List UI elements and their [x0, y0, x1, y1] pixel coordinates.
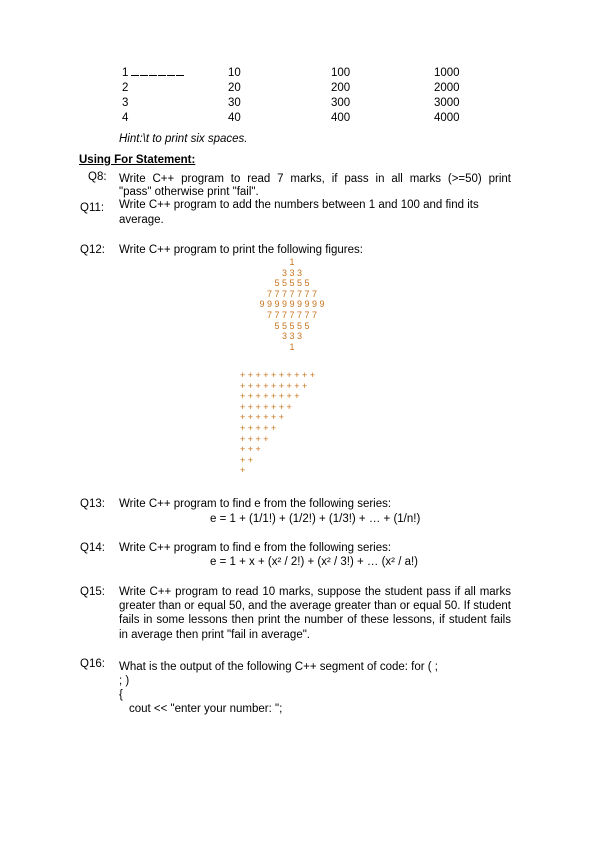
underscore-marks: [131, 67, 185, 79]
hint-text: Hint:\t to print six spaces.: [119, 133, 248, 145]
diamond-row: 5 5 5 5 5: [274, 278, 310, 289]
code-line: cout << "enter your number: ";: [129, 703, 283, 715]
series-formula: e = 1 + x + (x² / 2!) + (x² / 3!) + … (x² / a!): [210, 556, 419, 568]
table-cell: 2000: [434, 82, 460, 94]
table-cell: 300: [331, 97, 351, 109]
diamond-row: 9 9 9 9 9 9 9 9 9: [259, 299, 325, 310]
question-number: Q16:: [80, 658, 105, 670]
code-line: ; ): [119, 675, 130, 687]
table-cell: 10: [228, 67, 241, 79]
triangle-row: + + + + + + +: [240, 401, 292, 412]
question-number: Q12:: [80, 244, 105, 256]
plus-triangle-figure: [0, 370, 612, 480]
diamond-row: 5 5 5 5 5: [274, 320, 310, 331]
question-number: Q14:: [80, 542, 105, 554]
section-heading: Using For Statement:: [79, 154, 196, 166]
table-cell: 3000: [434, 97, 460, 109]
question-text: Write C++ program to find e from the following series:: [119, 498, 392, 510]
table-cell: 200: [331, 82, 351, 94]
code-line: {: [119, 689, 123, 701]
triangle-row: + + + + + + + + +: [240, 380, 308, 391]
diamond-row: 7 7 7 7 7 7 7: [266, 288, 318, 299]
triangle-row: + + + + + +: [240, 412, 285, 423]
question-number: Q15:: [80, 586, 105, 598]
question-text: average.: [119, 214, 164, 226]
table-cell: 3: [122, 97, 129, 109]
question-text: Write C++ program to read 7 marks, if pass in all marks (>=50) print: [119, 173, 511, 185]
question-text: Write C++ program to read 10 marks, suppose the student pass if all marks greater than or equal 50, and the average greater than or equal 50. If student fails in some lessons then print the number of these lessons, if student fails in average then print "fail in average".: [119, 586, 511, 641]
table-cell: 4: [122, 112, 129, 124]
question-text: Write C++ program to add the numbers between 1 and 100 and find its: [119, 199, 479, 211]
table-cell: 4000: [434, 112, 460, 124]
table-cell: 1: [122, 66, 185, 80]
question-text: What is the output of the following C++ segment of code: for ( ;: [119, 661, 438, 673]
question-number: Q13:: [80, 498, 105, 510]
diamond-row: 3 3 3: [281, 267, 303, 278]
diamond-row: 7 7 7 7 7 7 7: [266, 310, 318, 320]
question-text: "pass" otherwise print "fail".: [119, 186, 259, 198]
triangle-row: + + + +: [240, 433, 269, 444]
diamond-figure: [0, 257, 612, 357]
question-number: Q11:: [80, 202, 105, 214]
diamond-row: 1: [289, 257, 295, 267]
question-text: Write C++ program to find e from the following series:: [119, 542, 392, 554]
question-text: Write C++ program to print the following figures:: [119, 244, 363, 256]
diamond-row: 3 3 3: [281, 331, 303, 342]
triangle-row: + + + + + + + +: [240, 391, 300, 402]
triangle-row: + + + + +: [240, 423, 277, 433]
triangle-row: + +: [240, 454, 254, 465]
question-number: Q8:: [88, 171, 107, 183]
table-cell: 2: [122, 82, 129, 94]
series-formula: e = 1 + (1/1!) + (1/2!) + (1/3!) + … + (1/n!): [210, 513, 421, 525]
table-cell: 1000: [434, 67, 460, 79]
triangle-row: +: [240, 465, 246, 476]
triangle-row: + + + + + + + + + +: [240, 370, 316, 380]
table-cell: 100: [331, 67, 351, 79]
triangle-row: + + +: [240, 444, 261, 455]
table-cell: 20: [228, 82, 241, 94]
table-cell: 30: [228, 97, 241, 109]
table-cell: 400: [331, 112, 351, 124]
diamond-row: 1: [289, 341, 295, 352]
table-cell: 40: [228, 112, 241, 124]
